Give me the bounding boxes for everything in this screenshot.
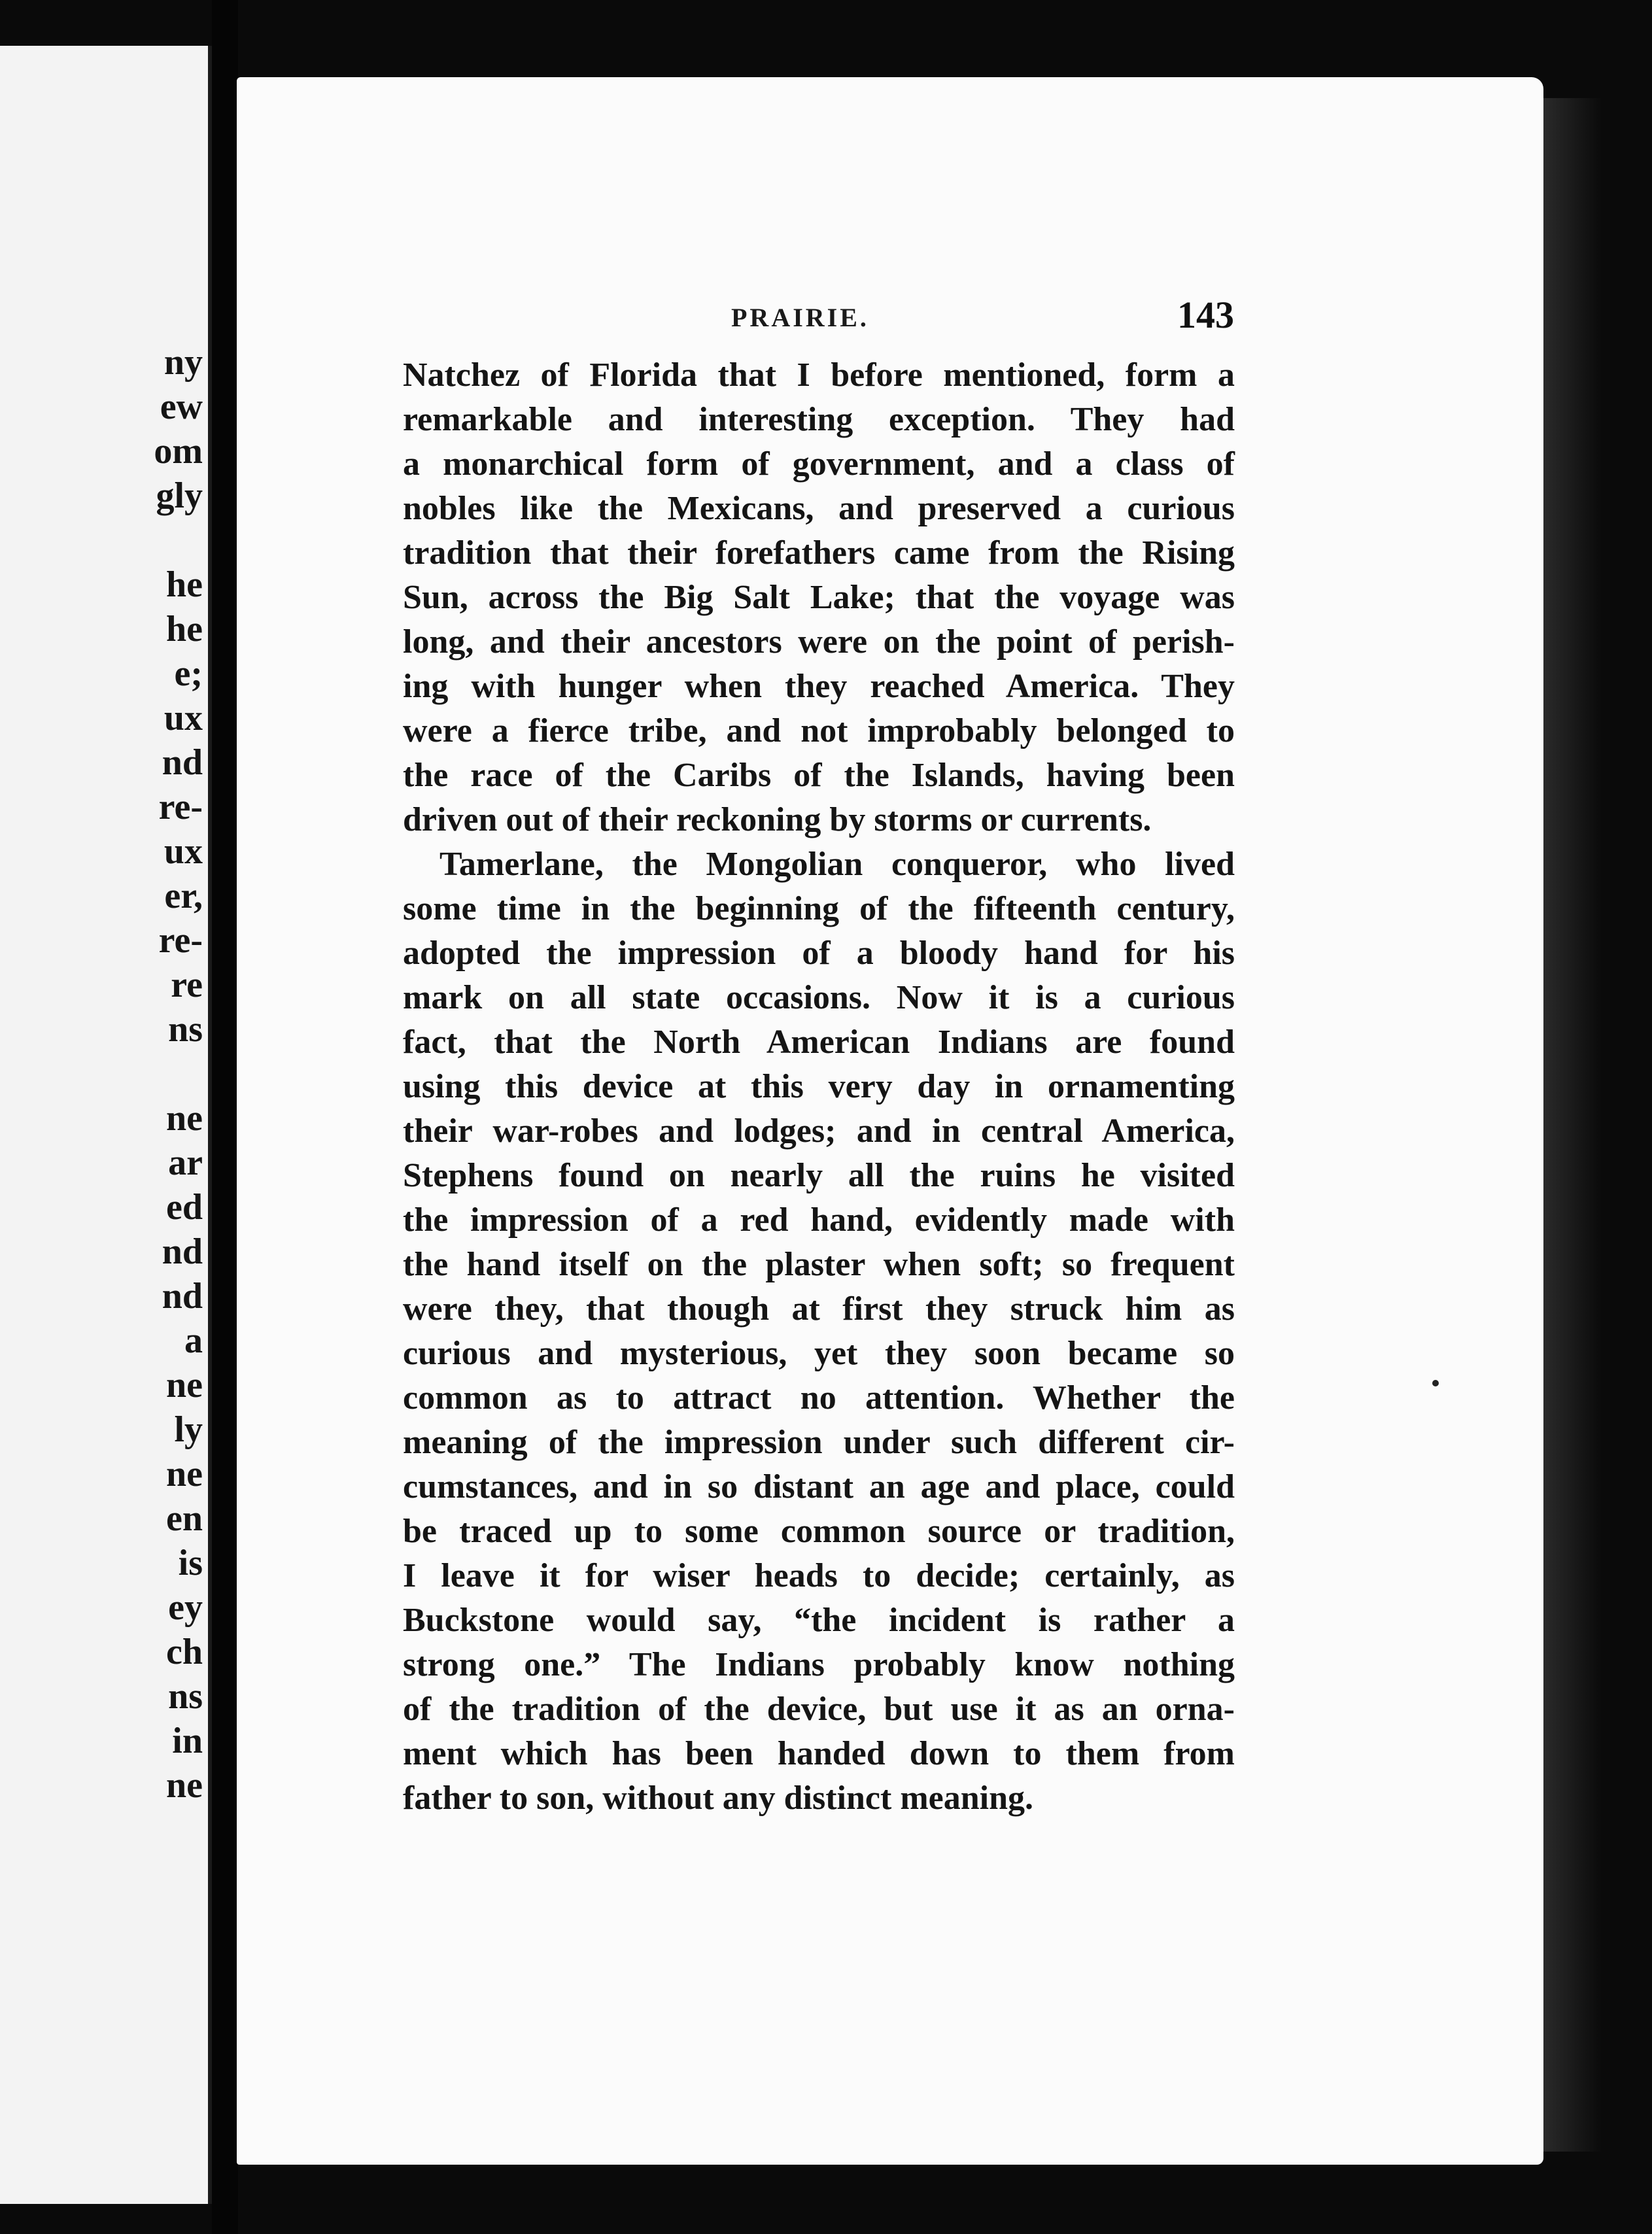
left-fragment-line: e; [174, 653, 203, 694]
text-line: the hand itself on the plaster when soft; so frequent [403, 1246, 1235, 1283]
left-fragment-line: en [166, 1498, 203, 1539]
left-fragment-line: nd [162, 1276, 203, 1316]
text-line: meaning of the impression under such different cir- [403, 1424, 1235, 1461]
book-gutter [212, 0, 238, 2234]
text-line: ing with hunger when they reached America. They [403, 668, 1235, 705]
left-fragment-line: ns [168, 1009, 203, 1050]
text-line: Stephens found on nearly all the ruins he visited [403, 1157, 1235, 1194]
left-fragment-line: re- [158, 920, 203, 961]
text-line: ment which has been handed down to them from [403, 1735, 1235, 1772]
body-text [403, 353, 1235, 1821]
left-fragment-line: om [154, 431, 203, 472]
left-fragment-line: ed [166, 1187, 203, 1228]
text-line: Sun, across the Big Salt Lake; that the voyage was [403, 579, 1235, 616]
left-fragment-line: ne [166, 1765, 203, 1806]
running-head: PRAIRIE. [731, 303, 869, 332]
left-fragment-line: ch [166, 1632, 203, 1672]
text-line: strong one.” The Indians probably know nothing [403, 1646, 1235, 1683]
left-fragment-line: ne [166, 1454, 203, 1494]
left-fragment-line: ne [166, 1098, 203, 1139]
text-line: curious and mysterious, yet they soon became so [403, 1335, 1235, 1372]
text-line: father to son, without any distinct meaning. [403, 1779, 1034, 1817]
text-line: were they, that though at first they struck him as [403, 1290, 1235, 1328]
text-line: I leave it for wiser heads to decide; certainly, as [403, 1557, 1235, 1594]
scan-speck [1432, 1380, 1439, 1386]
text-line: driven out of their reckoning by storms or currents. [403, 801, 1152, 838]
left-fragment-line [124, 1052, 203, 1096]
left-facing-page [0, 46, 212, 2204]
text-line: mark on all state occasions. Now it is a curious [403, 979, 1235, 1016]
text-line: be traced up to some common source or tradition, [403, 1513, 1235, 1550]
left-fragment-line: a [184, 1320, 203, 1361]
text-line: of the tradition of the device, but use it as an orna- [403, 1691, 1235, 1728]
text-line: long, and their ancestors were on the point of perish- [403, 623, 1235, 661]
page-number: 143 [1177, 294, 1234, 336]
left-fragment-line: gly [156, 475, 203, 516]
text-line: the race of the Caribs of the Islands, having been [403, 757, 1235, 794]
left-fragment-line: ar [168, 1143, 203, 1183]
left-fragment-line: re- [158, 787, 203, 827]
text-line: fact, that the North American Indians are found [403, 1023, 1235, 1061]
text-line: Natchez of Florida that I before mentioned, form a [403, 356, 1235, 394]
left-page-text-fragments [124, 340, 203, 1808]
text-line: common as to attract no attention. Whether the [403, 1379, 1235, 1417]
page-edge-shadow [1543, 98, 1602, 2152]
left-fragment-line: ny [163, 342, 203, 383]
left-fragment-line [124, 518, 203, 562]
left-fragment-line: ne [166, 1365, 203, 1405]
left-fragment-line: in [172, 1721, 203, 1761]
text-line: Tamerlane, the Mongolian conqueror, who lived [439, 846, 1235, 883]
left-fragment-line: ly [174, 1409, 203, 1450]
text-line: their war-robes and lodges; and in central America, [403, 1112, 1235, 1150]
text-line: Buckstone would say, “the incident is rather a [403, 1602, 1235, 1639]
left-fragment-line: ux [163, 831, 203, 872]
text-line: cumstances, and in so distant an age and place, could [403, 1468, 1235, 1505]
left-fragment-line: nd [162, 1231, 203, 1272]
left-fragment-line: ey [168, 1587, 203, 1628]
left-fragment-line: er, [164, 876, 203, 916]
left-fragment-line: he [166, 609, 203, 649]
text-line: using this device at this very day in ornamenting [403, 1068, 1235, 1105]
left-fragment-line: he [166, 564, 203, 605]
text-line: adopted the impression of a bloody hand for his [403, 935, 1235, 972]
text-line: were a fierce tribe, and not improbably belonged to [403, 712, 1235, 749]
text-line: a monarchical form of government, and a class of [403, 445, 1235, 483]
left-fragment-line: nd [162, 742, 203, 783]
text-line: nobles like the Mexicans, and preserved a curious [403, 490, 1235, 527]
text-line: remarkable and interesting exception. They had [403, 401, 1235, 438]
left-fragment-line: ux [163, 698, 203, 738]
left-fragment-line: ns [168, 1676, 203, 1717]
left-fragment-line: re [171, 965, 203, 1005]
text-line: some time in the beginning of the fifteenth century, [403, 890, 1235, 927]
text-line: the impression of a red hand, evidently made with [403, 1201, 1235, 1239]
left-fragment-line: ew [160, 387, 203, 427]
left-fragment-line: is [178, 1543, 203, 1583]
text-line: tradition that their forefathers came from the Rising [403, 534, 1235, 572]
